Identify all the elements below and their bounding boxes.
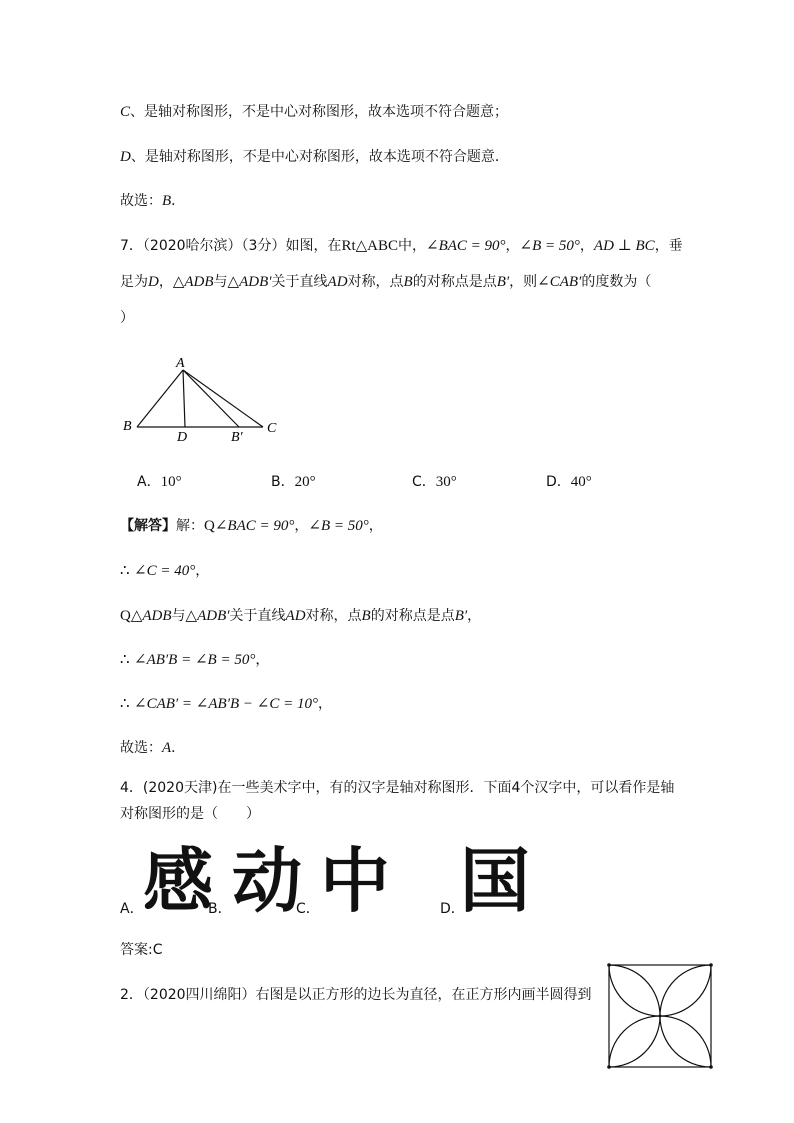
q4-char-a: 感 <box>143 840 213 922</box>
q7-option-c <box>412 471 457 491</box>
label-bp: B′ <box>231 430 243 445</box>
option-c-text: 、是轴对称图形，不是中心对称图形，故本选项不符合题意； <box>130 104 509 120</box>
sol-text: 的对称点是点 <box>370 608 455 624</box>
q7-text: 关于直线 <box>271 274 328 290</box>
sol-math: ∠C = 40° <box>134 563 196 579</box>
sol-math: B <box>361 608 371 624</box>
since-symbol: Q <box>120 608 131 624</box>
q4-char-d: 国 <box>460 840 530 922</box>
q7-number: 7．（2020哈尔滨）（3分）如图，在 <box>120 238 342 254</box>
q7-text: ， <box>158 274 173 290</box>
sol-math: ∠BAC = 90° <box>214 518 295 534</box>
q4-line-1: 4．(2020天津)在一些美术字中，有的汉字是轴对称图形．下面4个汉字中，可以看作是轴 <box>120 780 675 796</box>
option-label: D． <box>546 474 571 490</box>
q7-option-d <box>546 471 592 491</box>
therefore-symbol: ∴ <box>120 563 130 579</box>
q7-text: 与 <box>213 274 228 290</box>
comma: ， <box>579 238 594 254</box>
q7-point-b: B <box>403 274 413 290</box>
sol7-line-4 <box>120 650 269 670</box>
q4-label-a: A． <box>120 901 144 917</box>
q7-point-bp: B′ <box>496 274 510 290</box>
sol-math: ∠B = 50° <box>308 518 369 534</box>
option-value: 40° <box>570 474 592 490</box>
label-b: B <box>123 419 132 434</box>
corner-dot <box>607 963 611 967</box>
answer-suffix: ． <box>171 193 186 209</box>
q4-answer: 答案:C <box>120 942 163 958</box>
q7-option-b <box>271 471 316 491</box>
option-c-letter: C <box>120 104 131 120</box>
sol7-line-1 <box>120 516 383 536</box>
therefore-symbol: ∴ <box>120 696 130 712</box>
option-value: 20° <box>294 474 316 490</box>
sol-text: 对称，点 <box>305 608 362 624</box>
q7-text: 的对称点是点 <box>412 274 497 290</box>
answer-prefix: 故选： <box>120 193 162 209</box>
corner-dot <box>607 1065 611 1069</box>
q4-line-2: 对称图形的是（ ） <box>120 806 260 822</box>
segment-ac <box>183 370 263 427</box>
solution-heading: 【解答】 <box>120 518 176 534</box>
sol-text: ， <box>467 608 482 624</box>
answer-letter: A <box>162 740 172 756</box>
segment-ad <box>183 370 185 427</box>
q7-text: 足为 <box>120 274 148 290</box>
therefore-symbol: ∴ <box>120 652 130 668</box>
q7-text: 的度数为（ <box>581 274 652 290</box>
sol-math: ∠AB′B = ∠B = 50° <box>134 652 256 668</box>
label-a: A <box>176 356 185 371</box>
q7-line-3 <box>120 308 134 328</box>
q7-triangle-adb: △ADB <box>172 274 214 290</box>
q7-line-2 <box>120 272 651 292</box>
sol-text: 解： <box>176 518 204 534</box>
sol-text: ， <box>294 518 309 534</box>
option-d-text: 、是轴对称图形，不是中心对称图形，故本选项不符合题意． <box>130 149 509 165</box>
option-value: 30° <box>435 474 457 490</box>
q7-triangle-adbp: △ADB′ <box>227 274 272 290</box>
sol-math: AD <box>285 608 306 624</box>
segment-ab <box>137 370 183 427</box>
q4-label-b: B． <box>208 901 232 917</box>
sol-math: △ADB <box>130 608 172 624</box>
q4-char-b: 动 <box>232 840 302 922</box>
q7-cond-1: ∠BAC = 90° <box>426 238 506 254</box>
answer-letter: B <box>162 193 172 209</box>
label-d: D <box>177 430 188 445</box>
q7-cond-3: AD ⊥ BC <box>593 238 655 254</box>
square-semicircles-figure <box>604 960 716 1072</box>
sol-math: ∠CAB′ = ∠AB′B − ∠C = 10° <box>134 696 318 712</box>
option-d-letter: D <box>120 149 131 165</box>
q7-angle: ∠CAB′ <box>537 274 582 290</box>
sol-text: 关于直线 <box>229 608 286 624</box>
sol7-line-5 <box>120 694 332 714</box>
triangle-figure <box>115 352 290 447</box>
q7-text: 中， <box>398 238 427 254</box>
option-label: B． <box>271 474 295 490</box>
q7-point-d: D <box>148 274 159 290</box>
corner-dot <box>709 963 713 967</box>
q7-text: ，则 <box>509 274 538 290</box>
sol-text: 与 <box>171 608 186 624</box>
q4-label-d: D． <box>440 901 465 917</box>
comma: ， <box>505 238 520 254</box>
answer-suffix: ． <box>171 740 186 756</box>
option-d-explanation <box>120 147 509 167</box>
segment-abp <box>183 370 239 427</box>
option-label: A． <box>137 474 161 490</box>
q7-text: ，垂 <box>654 238 683 254</box>
q4-char-c: 中 <box>320 840 390 922</box>
sol-text: ， <box>368 518 383 534</box>
answer-prefix: 故选： <box>120 740 162 756</box>
sol-math: B′ <box>454 608 468 624</box>
center-dot <box>659 1015 662 1018</box>
corner-dot <box>709 1065 713 1069</box>
q7-line-ad: AD <box>327 274 348 290</box>
sol7-line-3 <box>120 606 481 626</box>
sol-text: ， <box>195 563 210 579</box>
q7-option-a <box>137 471 182 491</box>
q7-cond-2: ∠B = 50° <box>519 238 580 254</box>
q4-label-c: C． <box>296 901 320 917</box>
since-symbol: Q <box>204 518 215 534</box>
q7-rt-triangle: Rt△ABC <box>341 238 399 254</box>
sol-text: ， <box>255 652 270 668</box>
q2-line-1: 2．（2020四川绵阳）右图是以正方形的边长为直径，在正方形内画半圆得到 <box>120 987 592 1003</box>
q7-text: 对称，点 <box>347 274 404 290</box>
sol7-answer <box>120 738 185 758</box>
q7-line-1 <box>120 236 683 256</box>
label-c: C <box>267 421 277 436</box>
q7-close-paren: ） <box>120 310 134 326</box>
sol7-line-2 <box>120 561 209 581</box>
option-value: 10° <box>160 474 182 490</box>
prev-answer <box>120 191 185 211</box>
option-label: C． <box>412 474 436 490</box>
option-c-explanation <box>120 102 508 122</box>
sol-text: ， <box>317 696 332 712</box>
sol-math: △ADB′ <box>185 608 230 624</box>
